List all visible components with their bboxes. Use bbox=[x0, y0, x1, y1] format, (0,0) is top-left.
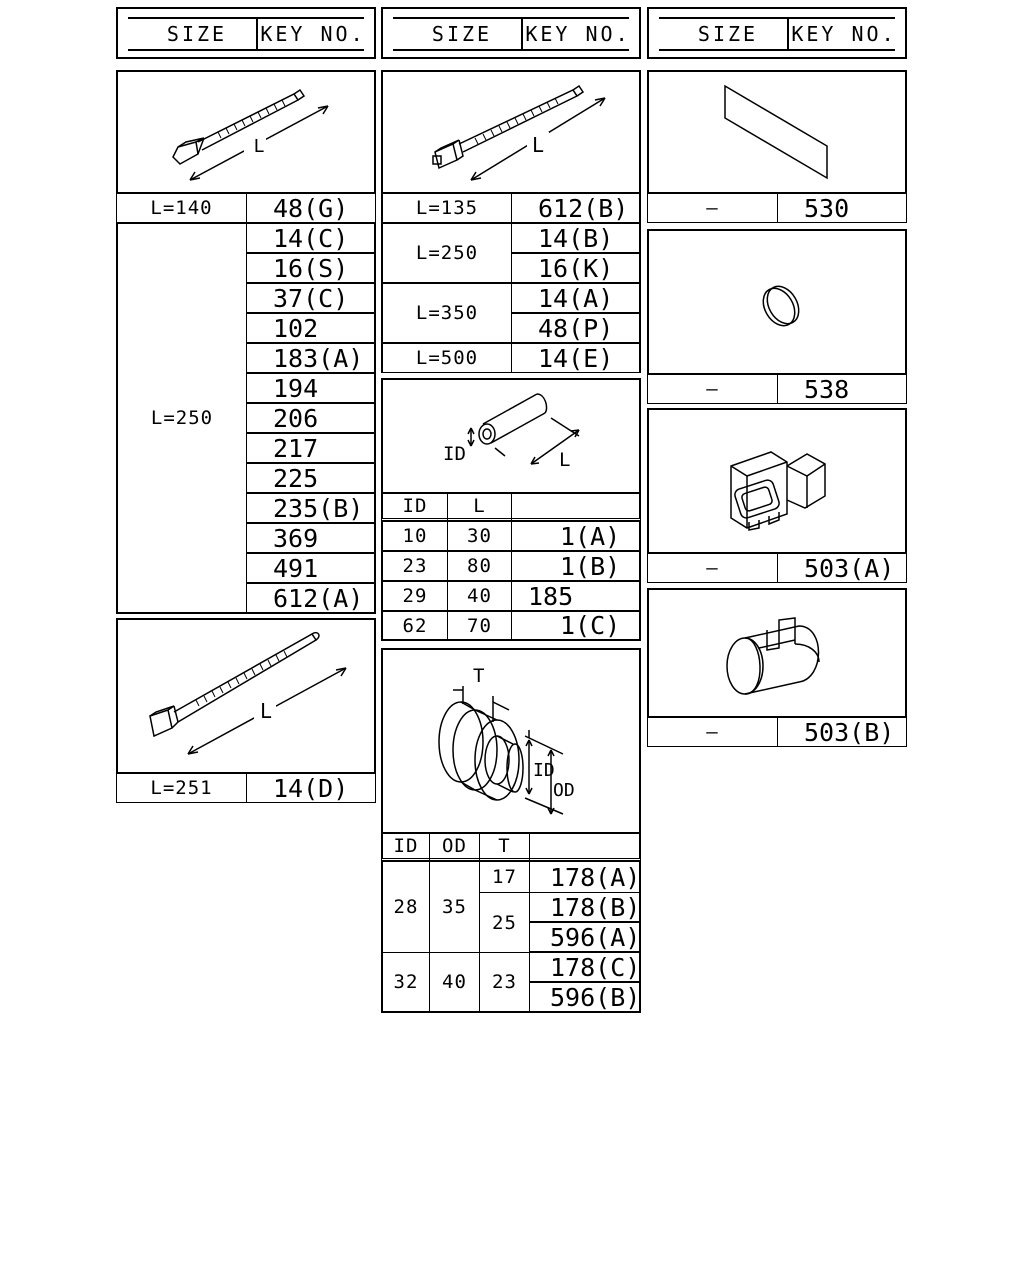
key-cell: 217 bbox=[246, 433, 376, 463]
key-cell: 1(C) bbox=[511, 611, 641, 641]
key-no-header: KEY NO. bbox=[791, 22, 897, 46]
key-cell: 48(G) bbox=[246, 193, 376, 223]
cap-panel bbox=[647, 588, 907, 718]
dim-od-label: OD bbox=[553, 780, 575, 801]
key-cell: 102 bbox=[246, 313, 376, 343]
connector-icon bbox=[649, 410, 905, 552]
od-cell: 40 bbox=[429, 952, 480, 1013]
size-cell: L=140 bbox=[116, 193, 247, 223]
table-header bbox=[511, 493, 641, 521]
l-cell: 40 bbox=[447, 581, 512, 611]
table-header: OD bbox=[429, 833, 480, 861]
size-cell-group: L=250 bbox=[116, 222, 247, 614]
grommet-panel bbox=[381, 648, 641, 834]
key-cell: 1(A) bbox=[511, 521, 641, 551]
table-header bbox=[529, 833, 641, 861]
id-cell: 29 bbox=[381, 581, 448, 611]
header-col2 bbox=[381, 7, 641, 59]
size-cell: L=500 bbox=[381, 343, 512, 373]
cable-tie-c-panel bbox=[381, 70, 641, 194]
key-cell: 194 bbox=[246, 373, 376, 403]
t-cell: 17 bbox=[479, 861, 530, 893]
key-cell: 48(P) bbox=[511, 313, 641, 343]
size-cell: — bbox=[647, 374, 778, 404]
table-header: L bbox=[447, 493, 512, 521]
id-cell: 62 bbox=[381, 611, 448, 641]
cable-tie-icon bbox=[118, 72, 374, 192]
key-cell: 206 bbox=[246, 403, 376, 433]
header-bar bbox=[393, 17, 629, 51]
key-cell: 14(C) bbox=[246, 223, 376, 253]
size-cell: L=135 bbox=[381, 193, 512, 223]
cable-tie-icon bbox=[383, 72, 639, 192]
grommet-icon bbox=[383, 650, 639, 832]
t-cell: 25 bbox=[479, 892, 530, 953]
size-header: SIZE bbox=[431, 22, 493, 46]
key-cell: 16(K) bbox=[511, 253, 641, 283]
size-cell: — bbox=[647, 717, 778, 747]
dim-t-label: T bbox=[473, 665, 485, 687]
dim-l-label: L bbox=[253, 136, 265, 157]
header-col1 bbox=[116, 7, 376, 59]
id-cell: 32 bbox=[381, 952, 430, 1013]
key-cell: 14(B) bbox=[511, 223, 641, 253]
id-cell: 23 bbox=[381, 551, 448, 581]
disc-plug-icon bbox=[649, 231, 905, 373]
id-cell: 28 bbox=[381, 861, 430, 953]
l-cell: 70 bbox=[447, 611, 512, 641]
cap-icon bbox=[649, 590, 905, 716]
dim-l-label: L bbox=[559, 449, 571, 471]
key-cell: 612(B) bbox=[511, 193, 641, 223]
key-cell: 235(B) bbox=[246, 493, 376, 523]
l-cell: 80 bbox=[447, 551, 512, 581]
connector-panel bbox=[647, 408, 907, 554]
tube-panel bbox=[381, 378, 641, 494]
header-col3 bbox=[647, 7, 907, 59]
header-bar bbox=[128, 17, 364, 51]
size-header: SIZE bbox=[697, 22, 759, 46]
od-cell: 35 bbox=[429, 861, 480, 953]
dim-id-label: ID bbox=[533, 760, 555, 781]
key-cell: 178(A) bbox=[529, 861, 641, 893]
key-cell: 596(A) bbox=[529, 922, 641, 952]
table-header: ID bbox=[381, 493, 448, 521]
key-cell: 178(B) bbox=[529, 892, 641, 922]
key-cell: 530 bbox=[777, 193, 907, 223]
key-cell: 14(A) bbox=[511, 283, 641, 313]
id-cell: 10 bbox=[381, 521, 448, 551]
tube-icon bbox=[383, 380, 639, 492]
key-cell: 596(B) bbox=[529, 982, 641, 1013]
key-cell: 1(B) bbox=[511, 551, 641, 581]
key-no-header: KEY NO. bbox=[525, 22, 631, 46]
table-header: ID bbox=[381, 833, 430, 861]
dim-l-label: L bbox=[531, 133, 545, 157]
size-cell: L=350 bbox=[381, 283, 512, 343]
key-cell: 37(C) bbox=[246, 283, 376, 313]
key-cell: 183(A) bbox=[246, 343, 376, 373]
key-cell: 178(C) bbox=[529, 952, 641, 982]
key-cell: 14(E) bbox=[511, 343, 641, 373]
key-cell: 503(A) bbox=[777, 553, 907, 583]
key-no-header: KEY NO. bbox=[260, 22, 366, 46]
key-cell: 503(B) bbox=[777, 717, 907, 747]
cable-tie-a-panel bbox=[116, 70, 376, 194]
disc-plug-panel bbox=[647, 229, 907, 375]
key-cell: 369 bbox=[246, 523, 376, 553]
tape-sheet-icon bbox=[649, 72, 905, 192]
key-cell: 16(S) bbox=[246, 253, 376, 283]
table-header: T bbox=[479, 833, 530, 861]
size-header: SIZE bbox=[166, 22, 228, 46]
key-cell: 225 bbox=[246, 463, 376, 493]
size-cell: — bbox=[647, 553, 778, 583]
l-cell: 30 bbox=[447, 521, 512, 551]
dim-id-label: ID bbox=[443, 443, 466, 465]
key-cell: 14(D) bbox=[246, 773, 376, 803]
tape-sheet-panel bbox=[647, 70, 907, 194]
size-cell: L=250 bbox=[381, 223, 512, 283]
size-cell: L=251 bbox=[116, 773, 247, 803]
key-cell: 538 bbox=[777, 374, 907, 404]
key-cell: 185 bbox=[511, 581, 641, 611]
key-cell: 491 bbox=[246, 553, 376, 583]
t-cell: 23 bbox=[479, 952, 530, 1013]
cable-tie-b-panel bbox=[116, 618, 376, 774]
key-cell: 612(A) bbox=[246, 583, 376, 614]
cable-tie-icon bbox=[118, 620, 374, 772]
dim-l-label: L bbox=[259, 699, 273, 723]
size-cell: — bbox=[647, 193, 778, 223]
header-bar bbox=[659, 17, 895, 51]
